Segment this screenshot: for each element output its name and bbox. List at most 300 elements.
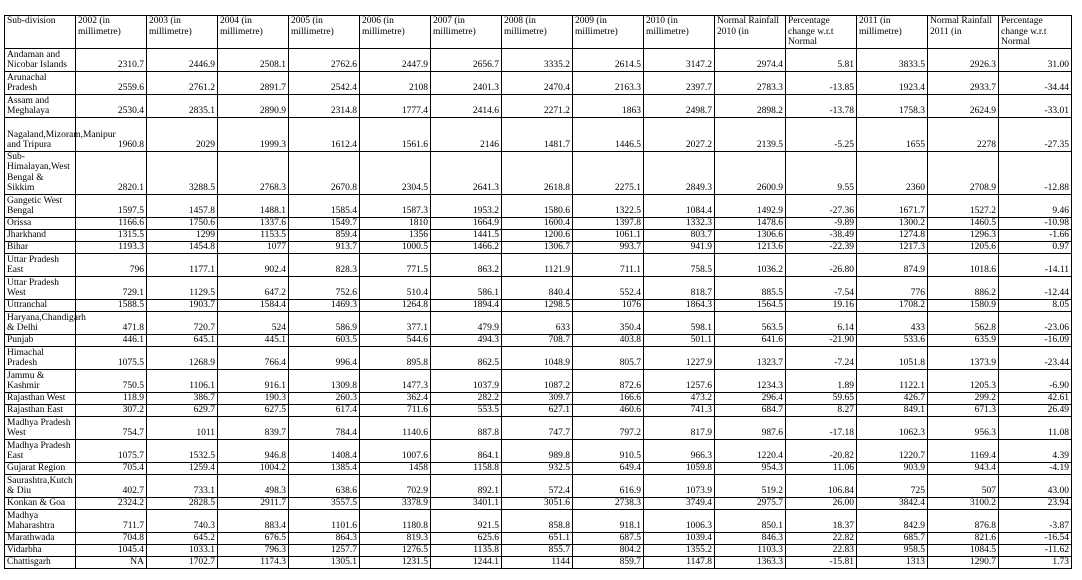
value-cell: 1600.4 <box>502 217 573 229</box>
value-cell: 552.4 <box>573 276 644 299</box>
value-cell: 1274.8 <box>857 229 928 241</box>
value-cell: 3557.5 <box>289 497 360 509</box>
value-cell: 747.7 <box>502 416 573 439</box>
sub-division-cell: Sub-Himalayan,West Bengal & Sikkim <box>5 151 76 194</box>
value-cell: 598.1 <box>644 311 715 334</box>
value-cell: 1051.8 <box>857 346 928 369</box>
value-cell: 1481.7 <box>502 117 573 151</box>
value-cell: 8.05 <box>999 299 1072 311</box>
value-cell: 1702.7 <box>147 556 218 568</box>
value-cell: 720.7 <box>147 311 218 334</box>
table-row <box>5 509 1072 532</box>
value-cell: 563.5 <box>715 311 786 334</box>
sub-division-cell: Andaman and Nicobar Islands <box>5 48 76 71</box>
sub-division-cell: Konkan & Goa <box>5 497 76 509</box>
table-row <box>5 474 1072 497</box>
sub-division-cell: Madhya Pradesh East <box>5 439 76 462</box>
value-cell: 1454.8 <box>147 241 218 253</box>
value-cell: 804.2 <box>573 544 644 556</box>
column-header: Percentage change w.r.t Normal <box>999 16 1072 49</box>
header-row <box>5 16 1072 49</box>
value-cell: 850.1 <box>715 509 786 532</box>
value-cell: -27.36 <box>786 194 857 217</box>
value-cell: 711.1 <box>573 253 644 276</box>
value-cell: 1276.5 <box>360 544 431 556</box>
value-cell: -26.80 <box>786 253 857 276</box>
value-cell: 26.49 <box>999 404 1072 416</box>
value-cell: 3842.4 <box>857 497 928 509</box>
value-cell: 1458 <box>360 462 431 474</box>
value-cell: 507 <box>928 474 999 497</box>
value-cell: 2278 <box>928 117 999 151</box>
value-cell: 1373.9 <box>928 346 999 369</box>
value-cell: 1220.4 <box>715 439 786 462</box>
value-cell: 1077 <box>218 241 289 253</box>
value-cell: 887.8 <box>431 416 502 439</box>
value-cell: 2559.6 <box>76 71 147 94</box>
value-cell: 842.9 <box>857 509 928 532</box>
value-cell: 1062.3 <box>857 416 928 439</box>
value-cell: 2670.8 <box>289 151 360 194</box>
column-header: 2004 (in millimetre) <box>218 16 289 49</box>
value-cell: 3335.2 <box>502 48 573 71</box>
value-cell: 2768.3 <box>218 151 289 194</box>
value-cell: 617.4 <box>289 404 360 416</box>
value-cell: 633 <box>502 311 573 334</box>
value-cell: 1103.3 <box>715 544 786 556</box>
value-cell: 645.1 <box>147 334 218 346</box>
value-cell: -13.78 <box>786 94 857 117</box>
value-cell: 18.37 <box>786 509 857 532</box>
table-row <box>5 556 1072 568</box>
table-row <box>5 229 1072 241</box>
value-cell: 840.4 <box>502 276 573 299</box>
value-cell: 1356 <box>360 229 431 241</box>
table-row <box>5 71 1072 94</box>
sub-division-cell: Haryana,Chandigarh & Delhi <box>5 311 76 334</box>
value-cell: 1446.5 <box>573 117 644 151</box>
value-cell: 2414.6 <box>431 94 502 117</box>
sub-division-cell: Nagaland,Mizoram,Manipur and Tripura <box>5 117 76 151</box>
rainfall-table <box>4 15 1072 569</box>
value-cell: 776 <box>857 276 928 299</box>
value-cell: 1290.7 <box>928 556 999 568</box>
value-cell: 1205.6 <box>928 241 999 253</box>
value-cell: 5.81 <box>786 48 857 71</box>
value-cell: 863.2 <box>431 253 502 276</box>
value-cell: 625.6 <box>431 532 502 544</box>
value-cell: 586.1 <box>431 276 502 299</box>
value-cell: 849.1 <box>857 404 928 416</box>
value-cell: 2530.4 <box>76 94 147 117</box>
value-cell: 3749.4 <box>644 497 715 509</box>
value-cell: 282.2 <box>431 392 502 404</box>
value-cell: 1087.2 <box>502 369 573 392</box>
value-cell: -5.25 <box>786 117 857 151</box>
value-cell: 533.6 <box>857 334 928 346</box>
column-header: 2008 (in millimetre) <box>502 16 573 49</box>
column-header: Sub-division <box>5 16 76 49</box>
sub-division-cell: Madhya Maharashtra <box>5 509 76 532</box>
table-row <box>5 94 1072 117</box>
value-cell: NA <box>76 556 147 568</box>
value-cell: 635.9 <box>928 334 999 346</box>
value-cell: 2974.4 <box>715 48 786 71</box>
value-cell: 2783.3 <box>715 71 786 94</box>
value-cell: 784.4 <box>289 416 360 439</box>
value-cell: -13.85 <box>786 71 857 94</box>
value-cell: 2975.7 <box>715 497 786 509</box>
value-cell: 377.1 <box>360 311 431 334</box>
value-cell: 260.3 <box>289 392 360 404</box>
value-cell: -12.88 <box>999 151 1072 194</box>
value-cell: 2890.9 <box>218 94 289 117</box>
value-cell: -38.49 <box>786 229 857 241</box>
value-cell: 649.4 <box>573 462 644 474</box>
value-cell: 1061.1 <box>573 229 644 241</box>
value-cell: 932.5 <box>502 462 573 474</box>
value-cell: 2314.8 <box>289 94 360 117</box>
value-cell: 2271.2 <box>502 94 573 117</box>
value-cell: 733.1 <box>147 474 218 497</box>
value-cell: 1177.1 <box>147 253 218 276</box>
value-cell: 1144 <box>502 556 573 568</box>
value-cell: 1305.1 <box>289 556 360 568</box>
value-cell: 2446.9 <box>147 48 218 71</box>
value-cell: -16.09 <box>999 334 1072 346</box>
value-cell: 572.4 <box>502 474 573 497</box>
value-cell: 1158.8 <box>431 462 502 474</box>
value-cell: 1084.5 <box>928 544 999 556</box>
value-cell: 519.2 <box>715 474 786 497</box>
value-cell: 4.39 <box>999 439 1072 462</box>
value-cell: 350.4 <box>573 311 644 334</box>
value-cell: 758.5 <box>644 253 715 276</box>
value-cell: 1337.6 <box>218 217 289 229</box>
value-cell: 3833.5 <box>857 48 928 71</box>
value-cell: 11.06 <box>786 462 857 474</box>
value-cell: 1894.4 <box>431 299 502 311</box>
value-cell: 2360 <box>857 151 928 194</box>
sub-division-cell: Uttar Pradesh East <box>5 253 76 276</box>
value-cell: 754.7 <box>76 416 147 439</box>
value-cell: 1298.5 <box>502 299 573 311</box>
value-cell: 2891.7 <box>218 71 289 94</box>
value-cell: 859.7 <box>573 556 644 568</box>
value-cell: 494.3 <box>431 334 502 346</box>
column-header: Normal Rainfall 2011 (in <box>928 16 999 49</box>
value-cell: 2447.9 <box>360 48 431 71</box>
value-cell: -16.54 <box>999 532 1072 544</box>
table-row <box>5 334 1072 346</box>
value-cell: 828.3 <box>289 253 360 276</box>
value-cell: 729.1 <box>76 276 147 299</box>
column-header: 2005 (in millimetre) <box>289 16 360 49</box>
value-cell: 741.3 <box>644 404 715 416</box>
value-cell: 629.7 <box>147 404 218 416</box>
value-cell: 1011 <box>147 416 218 439</box>
table-row <box>5 241 1072 253</box>
sub-division-cell: Vidarbha <box>5 544 76 556</box>
table-row <box>5 311 1072 334</box>
value-cell: 910.5 <box>573 439 644 462</box>
value-cell: 1588.5 <box>76 299 147 311</box>
value-cell: 1073.9 <box>644 474 715 497</box>
value-cell: 1408.4 <box>289 439 360 462</box>
column-header: 2011 (in millimetre) <box>857 16 928 49</box>
value-cell: 2029 <box>147 117 218 151</box>
value-cell: 1257.6 <box>644 369 715 392</box>
column-header: 2002 (in millimetre) <box>76 16 147 49</box>
value-cell: 1587.3 <box>360 194 431 217</box>
value-cell: 190.3 <box>218 392 289 404</box>
value-cell: 1322.5 <box>573 194 644 217</box>
value-cell: 2708.9 <box>928 151 999 194</box>
value-cell: 42.61 <box>999 392 1072 404</box>
value-cell: 711.7 <box>76 509 147 532</box>
value-cell: 645.2 <box>147 532 218 544</box>
value-cell: 1355.2 <box>644 544 715 556</box>
value-cell: 864.3 <box>289 532 360 544</box>
value-cell: 883.4 <box>218 509 289 532</box>
value-cell: 725 <box>857 474 928 497</box>
value-cell: 1960.8 <box>76 117 147 151</box>
value-cell: -10.98 <box>999 217 1072 229</box>
sub-division-cell: Uttranchal <box>5 299 76 311</box>
table-row <box>5 439 1072 462</box>
value-cell: 956.3 <box>928 416 999 439</box>
value-cell: 2820.1 <box>76 151 147 194</box>
value-cell: 892.1 <box>431 474 502 497</box>
value-cell: 903.9 <box>857 462 928 474</box>
sub-division-cell: Rajasthan East <box>5 404 76 416</box>
value-cell: 1205.3 <box>928 369 999 392</box>
value-cell: 876.8 <box>928 509 999 532</box>
value-cell: 1309.8 <box>289 369 360 392</box>
value-cell: 705.4 <box>76 462 147 474</box>
value-cell: 2614.5 <box>573 48 644 71</box>
table-row <box>5 416 1072 439</box>
value-cell: 6.14 <box>786 311 857 334</box>
value-cell: 1166.6 <box>76 217 147 229</box>
value-cell: 2641.3 <box>431 151 502 194</box>
value-cell: 2828.5 <box>147 497 218 509</box>
value-cell: 796.3 <box>218 544 289 556</box>
value-cell: 9.46 <box>999 194 1072 217</box>
value-cell: 651.1 <box>502 532 573 544</box>
value-cell: 817.9 <box>644 416 715 439</box>
table-row <box>5 404 1072 416</box>
value-cell: 118.9 <box>76 392 147 404</box>
value-cell: 846.3 <box>715 532 786 544</box>
value-cell: 1268.9 <box>147 346 218 369</box>
value-cell: -34.44 <box>999 71 1072 94</box>
value-cell: 1007.6 <box>360 439 431 462</box>
value-cell: 26.00 <box>786 497 857 509</box>
value-cell: 479.9 <box>431 311 502 334</box>
value-cell: 1220.7 <box>857 439 928 462</box>
value-cell: 1101.6 <box>289 509 360 532</box>
value-cell: 966.3 <box>644 439 715 462</box>
value-cell: 858.8 <box>502 509 573 532</box>
value-cell: 1585.4 <box>289 194 360 217</box>
value-cell: 864.1 <box>431 439 502 462</box>
value-cell: 309.7 <box>502 392 573 404</box>
value-cell: 987.6 <box>715 416 786 439</box>
value-cell: 2761.2 <box>147 71 218 94</box>
value-cell: 296.4 <box>715 392 786 404</box>
value-cell: 771.5 <box>360 253 431 276</box>
value-cell: -1.66 <box>999 229 1072 241</box>
value-cell: 1385.4 <box>289 462 360 474</box>
value-cell: -33.01 <box>999 94 1072 117</box>
column-header: Normal Rainfall 2010 (in <box>715 16 786 49</box>
value-cell: 2304.5 <box>360 151 431 194</box>
value-cell: -23.44 <box>999 346 1072 369</box>
value-cell: 2738.3 <box>573 497 644 509</box>
value-cell: 1075.7 <box>76 439 147 462</box>
value-cell: 1076 <box>573 299 644 311</box>
value-cell: 2146 <box>431 117 502 151</box>
sub-division-cell: Jharkhand <box>5 229 76 241</box>
value-cell: 3147.2 <box>644 48 715 71</box>
value-cell: 687.5 <box>573 532 644 544</box>
value-cell: -20.82 <box>786 439 857 462</box>
value-cell: 1549.7 <box>289 217 360 229</box>
value-cell: 2139.5 <box>715 117 786 151</box>
value-cell: 1033.1 <box>147 544 218 556</box>
value-cell: -23.06 <box>999 311 1072 334</box>
value-cell: 106.84 <box>786 474 857 497</box>
value-cell: 684.7 <box>715 404 786 416</box>
value-cell: 3401.1 <box>431 497 502 509</box>
value-cell: 2933.7 <box>928 71 999 94</box>
value-cell: 1584.4 <box>218 299 289 311</box>
table-row <box>5 346 1072 369</box>
value-cell: 855.7 <box>502 544 573 556</box>
value-cell: 510.4 <box>360 276 431 299</box>
value-cell: 1259.4 <box>147 462 218 474</box>
value-cell: 704.8 <box>76 532 147 544</box>
table-row <box>5 544 1072 556</box>
value-cell: 885.5 <box>715 276 786 299</box>
value-cell: 1180.8 <box>360 509 431 532</box>
value-cell: 766.4 <box>218 346 289 369</box>
value-cell: 702.9 <box>360 474 431 497</box>
value-cell: -11.62 <box>999 544 1072 556</box>
column-header: 2007 (in millimetre) <box>431 16 502 49</box>
value-cell: 1903.7 <box>147 299 218 311</box>
rainfall-table-container <box>4 15 1072 569</box>
value-cell: 1296.3 <box>928 229 999 241</box>
value-cell: 1234.3 <box>715 369 786 392</box>
value-cell: 2108 <box>360 71 431 94</box>
value-cell: 22.83 <box>786 544 857 556</box>
value-cell: -14.11 <box>999 253 1072 276</box>
value-cell: 445.1 <box>218 334 289 346</box>
value-cell: 299.2 <box>928 392 999 404</box>
value-cell: 1999.3 <box>218 117 289 151</box>
value-cell: 2310.7 <box>76 48 147 71</box>
value-cell: 1045.4 <box>76 544 147 556</box>
value-cell: -3.87 <box>999 509 1072 532</box>
value-cell: 872.6 <box>573 369 644 392</box>
value-cell: 921.5 <box>431 509 502 532</box>
value-cell: 1671.7 <box>857 194 928 217</box>
value-cell: 1122.1 <box>857 369 928 392</box>
value-cell: 433 <box>857 311 928 334</box>
column-header: Percentage change w.r.t Normal <box>786 16 857 49</box>
value-cell: 2618.8 <box>502 151 573 194</box>
value-cell: 1106.1 <box>147 369 218 392</box>
value-cell: 859.4 <box>289 229 360 241</box>
value-cell: 708.7 <box>502 334 573 346</box>
value-cell: 1006.3 <box>644 509 715 532</box>
value-cell: 1332.3 <box>644 217 715 229</box>
value-cell: -7.24 <box>786 346 857 369</box>
value-cell: 3100.2 <box>928 497 999 509</box>
value-cell: 1135.8 <box>431 544 502 556</box>
value-cell: 1532.5 <box>147 439 218 462</box>
value-cell: -27.35 <box>999 117 1072 151</box>
value-cell: -17.18 <box>786 416 857 439</box>
value-cell: 31.00 <box>999 48 1072 71</box>
value-cell: 2898.2 <box>715 94 786 117</box>
value-cell: 1477.3 <box>360 369 431 392</box>
value-cell: 1315.5 <box>76 229 147 241</box>
value-cell: 2762.6 <box>289 48 360 71</box>
value-cell: 862.5 <box>431 346 502 369</box>
value-cell: 1612.4 <box>289 117 360 151</box>
value-cell: 1084.4 <box>644 194 715 217</box>
value-cell: 1492.9 <box>715 194 786 217</box>
sub-division-cell: Punjab <box>5 334 76 346</box>
sub-division-cell: Rajasthan West <box>5 392 76 404</box>
table-row <box>5 151 1072 194</box>
sub-division-cell: Gangetic West Bengal <box>5 194 76 217</box>
table-row <box>5 276 1072 299</box>
value-cell: 3378.9 <box>360 497 431 509</box>
value-cell: 1300.2 <box>857 217 928 229</box>
value-cell: 1564.5 <box>715 299 786 311</box>
value-cell: 498.3 <box>218 474 289 497</box>
value-cell: 1863 <box>573 94 644 117</box>
value-cell: 1.73 <box>999 556 1072 568</box>
value-cell: 8.27 <box>786 404 857 416</box>
table-row <box>5 117 1072 151</box>
value-cell: 821.6 <box>928 532 999 544</box>
value-cell: 1048.9 <box>502 346 573 369</box>
sub-division-cell: Assam and Meghalaya <box>5 94 76 117</box>
value-cell: 544.6 <box>360 334 431 346</box>
value-cell: 803.7 <box>644 229 715 241</box>
value-cell: 627.5 <box>218 404 289 416</box>
value-cell: 11.08 <box>999 416 1072 439</box>
value-cell: 818.7 <box>644 276 715 299</box>
value-cell: -4.19 <box>999 462 1072 474</box>
value-cell: 471.8 <box>76 311 147 334</box>
value-cell: 1121.9 <box>502 253 573 276</box>
value-cell: 2835.1 <box>147 94 218 117</box>
table-row <box>5 497 1072 509</box>
value-cell: 1750.6 <box>147 217 218 229</box>
value-cell: 1363.3 <box>715 556 786 568</box>
value-cell: 1777.4 <box>360 94 431 117</box>
value-cell: 1257.7 <box>289 544 360 556</box>
value-cell: 1036.2 <box>715 253 786 276</box>
value-cell: 2470.4 <box>502 71 573 94</box>
value-cell: 2275.1 <box>573 151 644 194</box>
